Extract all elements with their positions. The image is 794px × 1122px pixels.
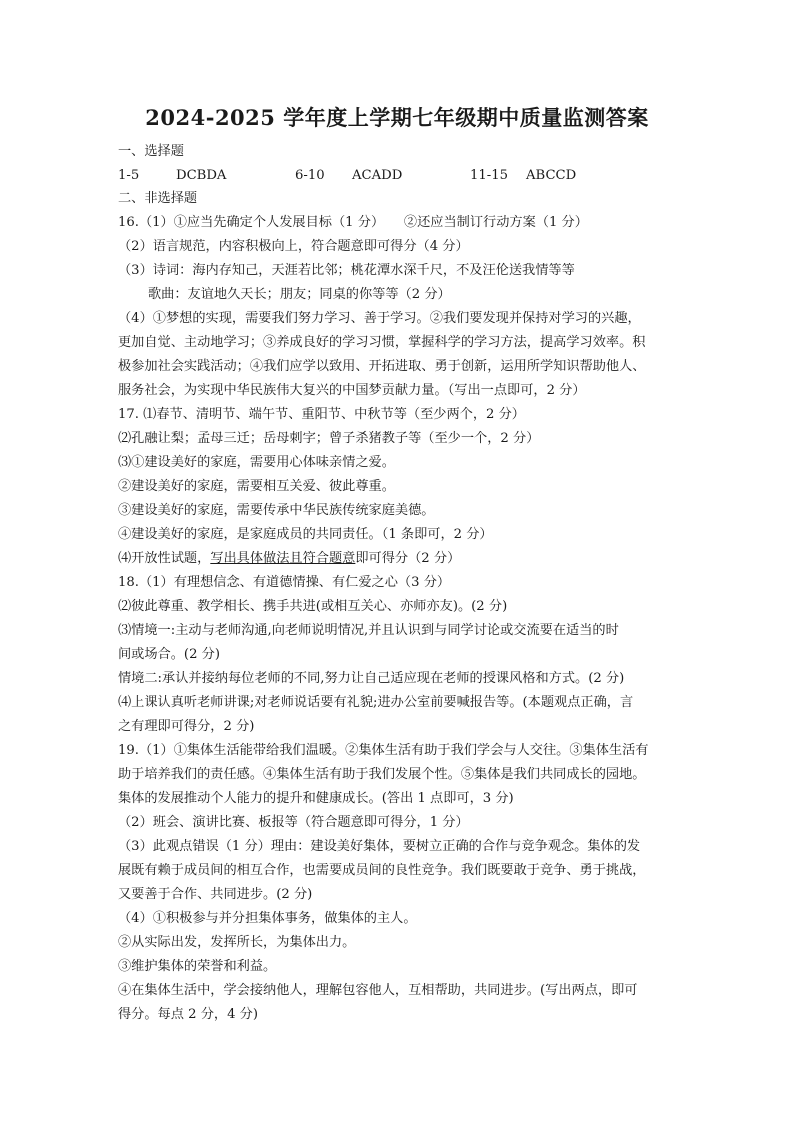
q18-line: 情境二:承认并接纳每位老师的不同,努力让自己适应现在老师的授课风格和方式。(2 分) — [118, 671, 625, 686]
q16-line: 16.（1）①应当先确定个人发展目标（1 分） ②还应当制订行动方案（1 分） — [118, 215, 588, 230]
choice-answer-3: ABCCD — [526, 168, 577, 183]
q18-line: 间或场合。(2 分) — [118, 647, 220, 662]
section-heading-non-choice: 二、非选择题 — [118, 191, 198, 206]
choice-answer-2: ACADD — [352, 168, 403, 183]
q16-line: （2）语言规范，内容积极向上，符合题意即可得分（4 分） — [118, 239, 469, 254]
q17-4-suffix: 即可得分（2 分） — [355, 551, 461, 566]
q18-line: ⑷上课认真听老师讲课;对老师说话要有礼貌;进办公室前要喊报告等。(本题观点正确，言 — [118, 695, 634, 710]
q19-line: 又要善于合作、共同进步。(2 分) — [118, 887, 313, 902]
q17-line: ③建设美好的家庭，需要传承中华民族传统家庭美德。 — [118, 503, 435, 518]
choice-range-2: 6-10 — [295, 168, 325, 183]
q17-4-prefix: ⑷开放性试题， — [118, 551, 211, 566]
section-heading-choice: 一、选择题 — [118, 144, 184, 159]
q19-line: 得分。每点 2 分，4 分) — [118, 1007, 259, 1022]
q17-4-underlined: 写出具体做法且符合题意 — [210, 551, 356, 566]
q17-line — [118, 550, 460, 568]
q17-line: ⑶①建设美好的家庭，需要用心体味亲情之爱。 — [118, 455, 395, 470]
q16-line: 极参加社会实践活动；④我们应学以致用、开拓进取、勇于创新，运用所学知识帮助他人、 — [118, 359, 646, 374]
choice-answer-1: DCBDA — [176, 168, 227, 183]
q19-line: ④在集体生活中，学会接纳他人，理解包容他人，互相帮助，共同进步。(写出两点，即可 — [118, 983, 638, 998]
q19-line: 集体的发展推动个人能力的提升和健康成长。(答出 1 点即可，3 分) — [118, 791, 514, 806]
q19-line: （3）此观点错误（1 分）理由：建设美好集体，要树立正确的合作与竞争观念。集体的发 — [118, 839, 641, 854]
q17-line: ②建设美好的家庭，需要相互关爱、彼此尊重。 — [118, 479, 395, 494]
q19-line: 19.（1）①集体生活能带给我们温暖。②集体生活有助于我们学会与人交往。③集体生活有 — [118, 743, 649, 758]
q19-line: 展既有赖于成员间的相互合作，也需要成员间的良性竞争。我们既要敢于竞争、勇于挑战， — [118, 863, 646, 878]
q18-line: 18.（1）有理想信念、有道德情操、有仁爱之心（3 分） — [118, 575, 451, 590]
q17-line: 17. ⑴春节、清明节、端午节、重阳节、中秋节等（至少两个，2 分） — [118, 407, 525, 422]
q18-line: 之有理即可得分，2 分) — [118, 719, 255, 734]
q19-line: （4）①积极参与并分担集体事务，做集体的主人。 — [118, 911, 417, 926]
q16-line: 服务社会，为实现中华民族伟大复兴的中国梦贡献力量。（写出一点即可，2 分） — [118, 383, 586, 398]
choice-range-3: 11-15 — [470, 168, 509, 183]
q16-line: 歌曲：友谊地久天长；朋友；同桌的你等等（2 分） — [148, 287, 451, 302]
q19-line: ②从实际出发，发挥所长，为集体出力。 — [118, 935, 356, 950]
q17-line: ⑵孔融让梨；孟母三迁；岳母刺字；曾子杀猪教子等（至少一个，2 分） — [118, 431, 540, 446]
q17-line: ④建设美好的家庭，是家庭成员的共同责任。（1 条即可，2 分） — [118, 527, 493, 542]
q16-line: （3）诗词：海内存知己，天涯若比邻；桃花潭水深千尺，不及汪伦送我情等等 — [118, 263, 575, 278]
q18-line: ⑵彼此尊重、教学相长、携手共进(或相互关心、亦师亦友)。(2 分) — [118, 599, 508, 614]
q16-line: 更加自觉、主动地学习；③养成良好的学习习惯，掌握科学的学习方法，提高学习效率。积 — [118, 335, 646, 350]
page-title: 2024-2025 学年度上学期七年级期中质量监测答案 — [145, 105, 649, 130]
q16-line: （4）①梦想的实现，需要我们努力学习、善于学习。②我们要发现并保持对学习的兴趣， — [118, 311, 641, 326]
q18-line: ⑶情境一:主动与老师沟通,向老师说明情况,并且认识到与同学讨论或交流要在适当的时 — [118, 623, 619, 638]
choice-range-1: 1-5 — [118, 168, 140, 183]
q19-line: （2）班会、演讲比赛、板报等（符合题意即可得分，1 分） — [118, 815, 469, 830]
q19-line: 助于培养我们的责任感。④集体生活有助于我们发展个性。⑤集体是我们共同成长的园地。 — [118, 767, 646, 782]
q19-line: ③维护集体的荣誉和利益。 — [118, 959, 277, 974]
